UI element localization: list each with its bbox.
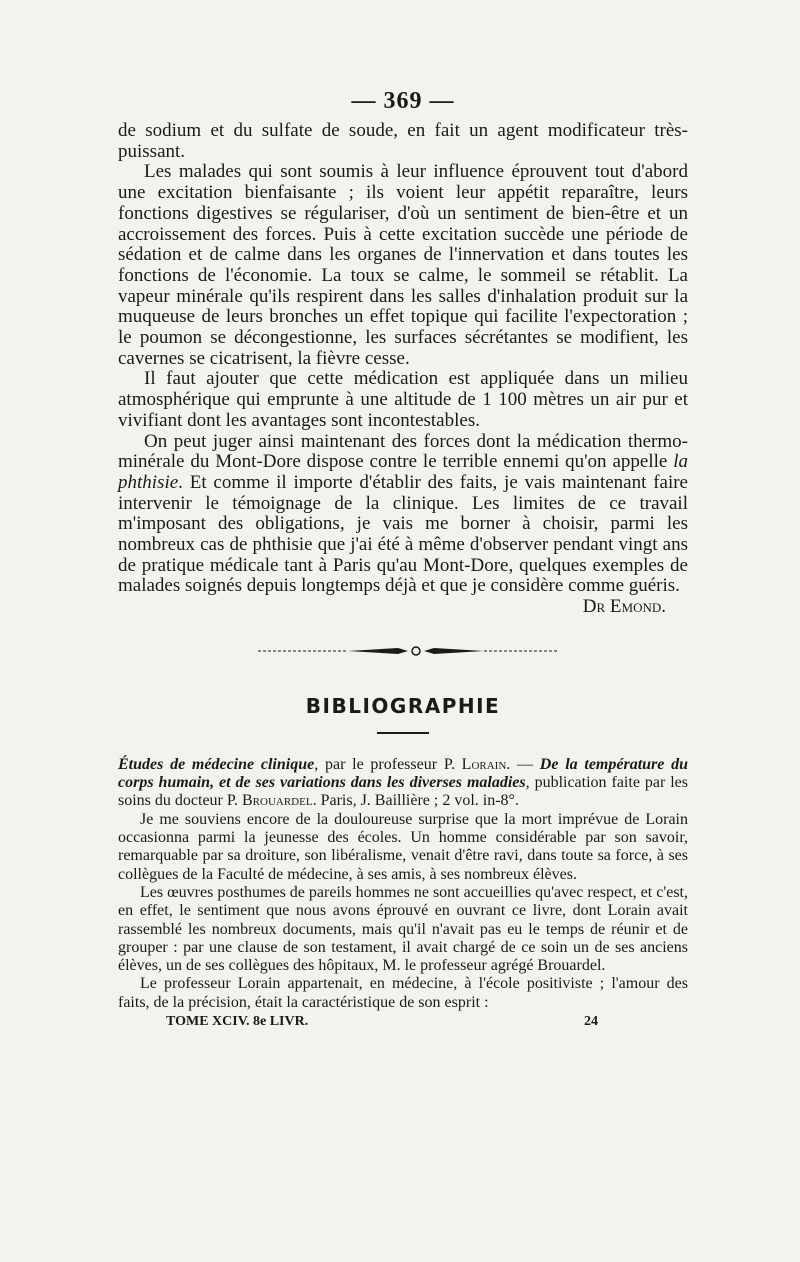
paragraph-3: Il faut ajouter que cette médication est appliquée dans un milieu atmosphérique qui emprunte à une altitude de 1 100 mètres un air pur et vivifiant dont les avantages sont incontestables. [118, 368, 688, 431]
review-paragraph-1: Je me souviens encore de la douloureuse surprise que la mort imprévue de Lorain occasionna parmi la jeunesse des écoles. Un homme considérable par son savoir, remarquable par sa droiture, son libéralisme, venait d'être ravi, dans toute sa force, à ses collègues de la Faculté de médecine, à ses amis, à ses nombreux élèves. [118, 810, 688, 883]
page-number: — 369 — [351, 88, 455, 114]
review-paragraph-2: Les œuvres posthumes de pareils hommes ne sont accueillies qu'avec respect, et c'est, en effet, le sentiment que nous avons éprouvé en ouvrant ce livre, dont Lorain avait rassemblé les nombreux documents, mais qu'il n'avait pas eu le temps de réunir et de grouper : par une clause de son testament, il avait chargé de ce soin un de ses anciens élèves, un de ses collègues des hôpitaux, M. le professeur agrégé Brouardel. [118, 883, 688, 975]
page-footer [118, 1014, 688, 1030]
phthisie-italic: la phthisie [118, 451, 688, 493]
section-title: BIBLIOGRAPHIE [305, 693, 501, 718]
article-body [118, 121, 688, 597]
review-paragraph-3: Le professeur Lorain appartenait, en médecine, à l'école positiviste ; l'amour des faits, de la précision, était la caractéristique de son esprit : [118, 975, 688, 1011]
bibliography-entry: Études de médecine clinique, par le professeur P. Lorain. — De la température du corps humain, et de ses variations dans les diverses maladies, publication faite par les soins du docteur P. Brouardel. Paris, J. Baillière ; 2 vol. in-8°. [118, 755, 689, 810]
footer-volume: TOME XCIV. 8e LIVR. [166, 1014, 309, 1030]
footer-signature-mark: 24 [584, 1014, 598, 1030]
paragraph-1: de sodium et du sulfate de soude, en fait un agent modificateur très-puissant. [118, 120, 688, 162]
paragraph-2: Les malades qui sont soumis à leur influence éprouvent tout d'abord une excitation bienfaisante ; ils voient leur appétit reparaître, leurs fonctions digestives se régulariser, d'où un sentiment de bien-être et un accroissement des forces. Puis à cette excitation succède une période de sédation et de calme dans les organes de l'innervation et dans toutes les fonctions de l'économie. La toux se calme, le sommeil se rétablit. La vapeur minérale qu'ils respirent dans les salles d'inhalation produit sur la muqueuse de leurs bronches un effet topique qui facilite l'expectoration ; le poumon se décongestionne, les surfaces sécrétantes se modifient, les cavernes se cicatrisent, la fièvre cesse. [118, 161, 688, 369]
bibliography-section [118, 756, 688, 1012]
author-signature: Dr Emond. [582, 596, 666, 618]
document-page [118, 88, 688, 1030]
paragraph-4: On peut juger ainsi maintenant des forces dont la médication thermo-minérale du Mont-Dore dispose contre le terrible ennemi qu'on appelle la phthisie. Et comme il importe d'établir des faits, je vais maintenant faire intervenir le témoignage de la clinique. Les limites de ce travail m'imposant des obligations, je vais me borner à choisir, parmi les nombreux cas de phthisie que j'ai été à même d'observer pendant vingt ans de pratique médicale tant à Paris qu'au Mont-Dore, quelques exemples de malades soignés depuis longtemps déjà et que je considère comme guéris. [118, 430, 688, 597]
signature-line [118, 597, 688, 618]
divider-ornament-icon [258, 644, 558, 658]
ornamental-divider [118, 644, 688, 664]
title-rule [377, 732, 429, 734]
